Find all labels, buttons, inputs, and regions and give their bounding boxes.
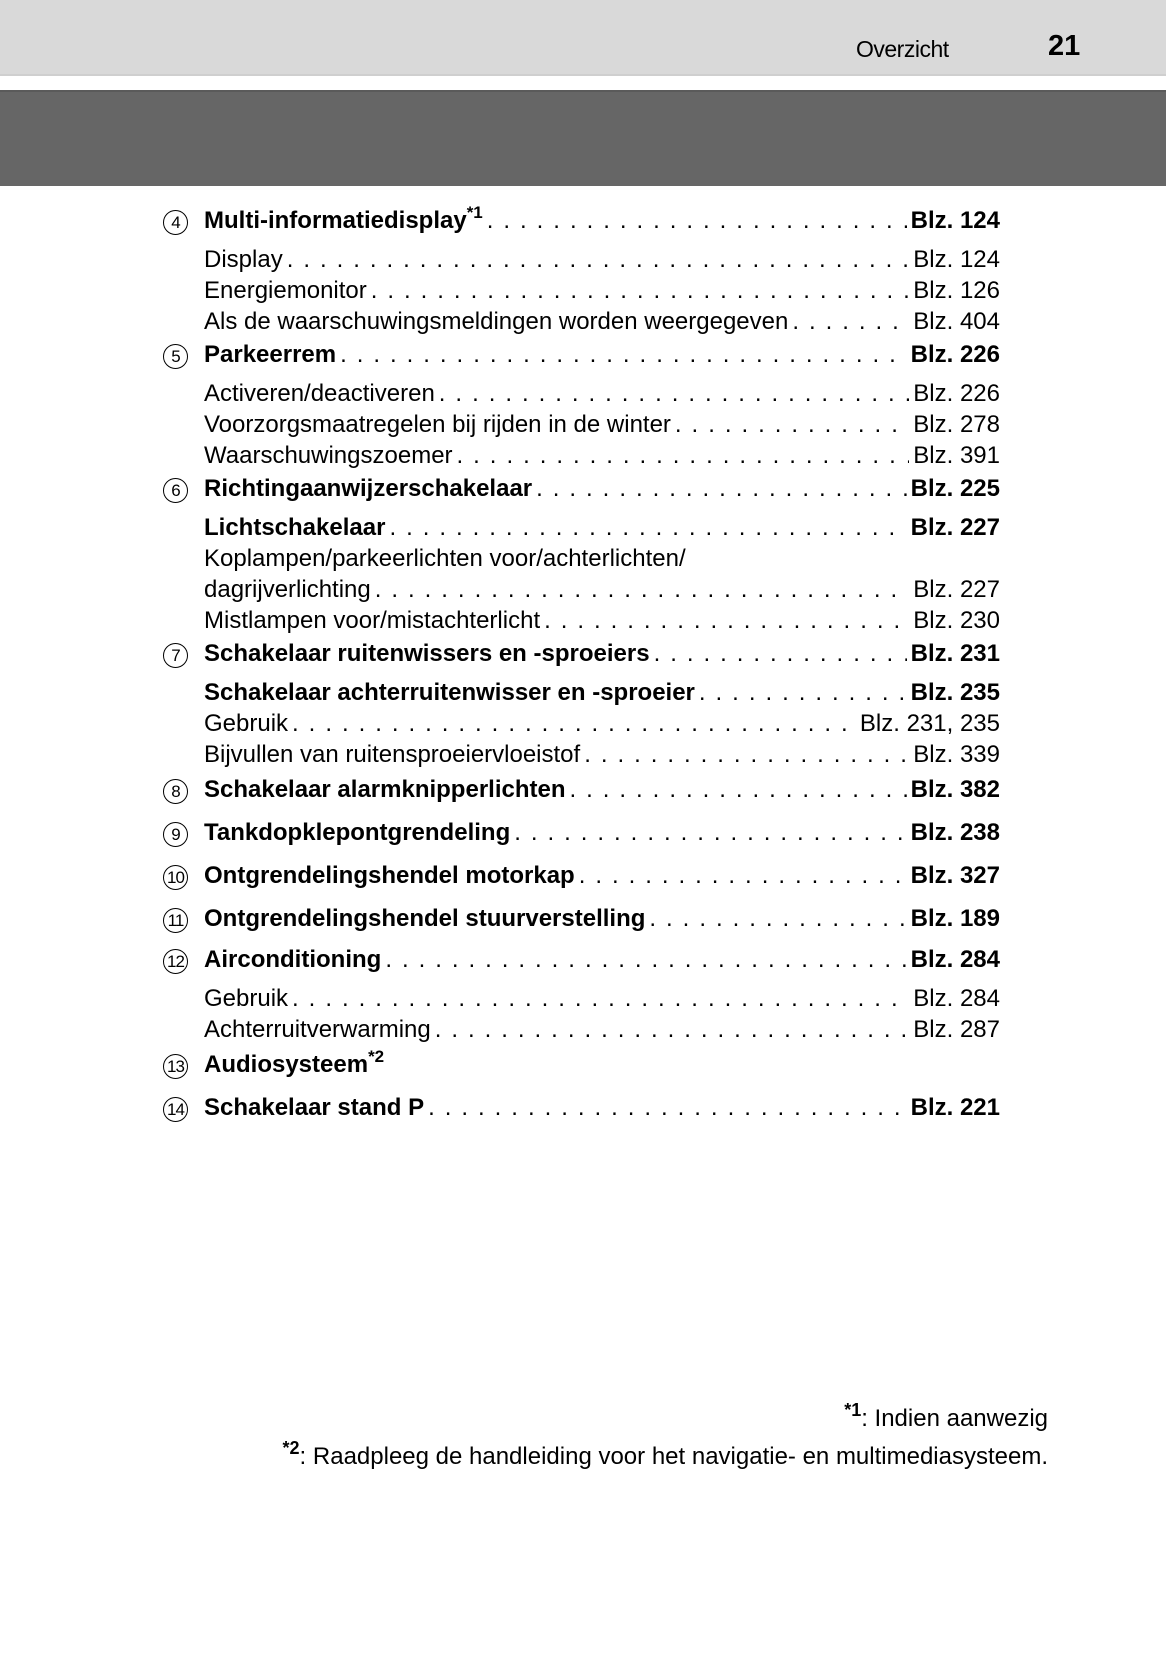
toc-title: [204, 1092, 424, 1123]
toc-entry-group: [160, 903, 1000, 934]
footnote-mark: *1: [844, 1400, 862, 1420]
toc-title-text: Display: [204, 246, 283, 273]
page-reference[interactable]: Blz. 227: [913, 576, 1000, 603]
page-reference[interactable]: Blz. 339: [913, 741, 1000, 768]
circled-number-icon: 9: [163, 822, 188, 847]
toc-title-text: Parkeerrem: [204, 341, 337, 368]
page-reference[interactable]: Blz. 227: [910, 514, 1000, 541]
toc-entry-group: [160, 473, 1000, 634]
toc-title-text: Airconditioning: [204, 946, 382, 973]
page-reference[interactable]: Blz. 124: [910, 207, 1000, 234]
dot-leader: [487, 205, 907, 236]
item-number: [160, 776, 204, 807]
dot-leader: [584, 739, 909, 770]
page-reference[interactable]: Blz. 221: [910, 1094, 1000, 1121]
toc-row[interactable]: [160, 504, 1000, 541]
toc-entry-group: [160, 203, 1000, 335]
page-reference[interactable]: Blz. 382: [910, 776, 1000, 803]
circled-number-icon: 4: [163, 210, 188, 235]
footnote-text: : Raadpleeg de handleiding voor het navigatie- en multimediasysteem.: [299, 1443, 1048, 1470]
item-number: [160, 432, 204, 463]
circled-number-icon: 5: [163, 344, 188, 369]
toc-title: [204, 903, 645, 934]
page-reference[interactable]: Blz. 230: [913, 607, 1000, 634]
toc-title-text: dagrijverlichting: [204, 576, 371, 603]
toc-row[interactable]: [160, 903, 1000, 934]
circled-number-icon: 13: [163, 1054, 188, 1079]
dot-leader: [389, 512, 906, 543]
item-number: [160, 236, 204, 267]
item-number: [160, 504, 204, 535]
toc-entry-group: [160, 1092, 1000, 1123]
dot-leader: [292, 708, 856, 739]
item-number: [160, 669, 204, 700]
toc-title-text: Activeren/deactiveren: [204, 380, 435, 407]
toc-title: [204, 605, 540, 636]
toc-title: [204, 860, 575, 891]
dot-leader: [457, 440, 910, 471]
toc-title-text: Koplampen/parkeerlichten voor/achterlichten/: [204, 545, 686, 572]
page-reference[interactable]: Blz. 235: [910, 679, 1000, 706]
item-number: [160, 401, 204, 432]
toc-row[interactable]: [160, 370, 1000, 407]
page-reference[interactable]: Blz. 189: [910, 905, 1000, 932]
item-number: [160, 905, 204, 936]
page-reference[interactable]: Blz. 284: [910, 946, 1000, 973]
item-number: [160, 975, 204, 1006]
item-number: [160, 535, 204, 566]
toc-entry-group: [160, 944, 1000, 1043]
dot-leader: [428, 1092, 906, 1123]
toc-title: [204, 944, 381, 975]
item-number: [160, 1006, 204, 1037]
toc-title: [204, 677, 695, 708]
toc-title: [204, 378, 435, 409]
toc-title-text: Waarschuwingszoemer: [204, 442, 453, 469]
item-number: [160, 946, 204, 977]
toc-entry-group: [160, 774, 1000, 805]
page-reference[interactable]: Blz. 226: [910, 341, 1000, 368]
dot-leader: [544, 605, 909, 636]
toc-entry-group: [160, 638, 1000, 768]
circled-number-icon: 7: [163, 643, 188, 668]
toc-title: [204, 983, 288, 1014]
toc-row[interactable]: [160, 817, 1000, 848]
item-number: [160, 475, 204, 506]
dot-leader: [654, 638, 907, 669]
toc-title-text: Ontgrendelingshendel stuurverstelling: [204, 905, 646, 932]
toc-title: [204, 306, 788, 337]
toc-row[interactable]: [160, 975, 1000, 1012]
circled-number-icon: 14: [163, 1097, 188, 1122]
page-reference[interactable]: Blz. 391: [913, 442, 1000, 469]
dot-leader: [649, 903, 906, 934]
toc-title-text: Ontgrendelingshendel motorkap: [204, 862, 575, 889]
toc-title: [204, 409, 671, 440]
toc-title-text: Richtingaanwijzerschakelaar: [204, 475, 533, 502]
toc-title: [204, 512, 385, 543]
dot-leader: [514, 817, 906, 848]
table-of-contents: [160, 205, 1000, 1123]
item-number: [160, 370, 204, 401]
toc-title-text: Multi-informatiedisplay: [204, 207, 467, 234]
dot-leader: [699, 677, 907, 708]
page-header: [0, 0, 1166, 76]
toc-entry-group: [160, 1049, 1000, 1080]
dot-leader: [435, 1014, 910, 1045]
toc-title-text: Tankdopklepontgrendeling: [204, 819, 511, 846]
toc-title: [204, 1049, 384, 1080]
toc-title-text: Bijvullen van ruitensproeiervloeistof: [204, 741, 581, 768]
item-number: [160, 640, 204, 671]
circled-number-icon: 12: [163, 949, 188, 974]
item-number: [160, 207, 204, 238]
toc-title-text: Mistlampen voor/mistachterlicht: [204, 607, 541, 634]
page-number: 21: [1048, 30, 1081, 62]
item-number: [160, 298, 204, 329]
footnote-ref: *1: [466, 203, 483, 222]
toc-title: [204, 708, 288, 739]
toc-row[interactable]: [160, 860, 1000, 891]
toc-title: [204, 574, 371, 605]
toc-row[interactable]: [160, 1049, 1000, 1080]
dot-leader: [570, 774, 907, 805]
footnote-mark: *2: [282, 1438, 300, 1458]
toc-title-text: Energiemonitor: [204, 277, 367, 304]
footnote-1: [844, 1400, 1048, 1433]
toc-title-text: Schakelaar stand P: [204, 1094, 425, 1121]
circled-number-icon: 8: [163, 779, 188, 804]
toc-title-text: Achterruitverwarming: [204, 1016, 431, 1043]
toc-title-text: Gebruik: [204, 710, 289, 737]
dot-leader: [287, 244, 910, 275]
dot-leader: [375, 574, 910, 605]
toc-row[interactable]: [160, 669, 1000, 706]
page-reference[interactable]: Blz. 404: [913, 308, 1000, 335]
section-title: Overzicht: [856, 36, 949, 62]
item-number: [160, 341, 204, 372]
dot-leader: [675, 409, 909, 440]
page-reference[interactable]: Blz. 124: [913, 246, 1000, 273]
toc-row[interactable]: [160, 473, 1000, 504]
toc-title-text: Schakelaar achterruitenwisser en -sproeier: [204, 679, 695, 706]
dot-leader: [536, 473, 906, 504]
footnote-ref: *2: [368, 1047, 385, 1066]
toc-title: [204, 205, 483, 236]
page-reference[interactable]: Blz. 231: [910, 640, 1000, 667]
page-reference[interactable]: Blz. 126: [913, 277, 1000, 304]
footnote-text: : Indien aanwezig: [861, 1405, 1048, 1432]
page-reference[interactable]: Blz. 278: [913, 411, 1000, 438]
toc-title-text: Voorzorgsmaatregelen bij rijden in de winter: [204, 411, 671, 438]
toc-title-text: Gebruik: [204, 985, 289, 1012]
page-reference[interactable]: Blz. 327: [910, 862, 1000, 889]
toc-title-text: Als de waarschuwingsmeldingen worden weergegeven: [204, 308, 789, 335]
toc-title-text: Schakelaar ruitenwissers en -sproeiers: [204, 640, 650, 667]
toc-row[interactable]: [160, 205, 1000, 236]
page-reference[interactable]: Blz. 231, 235: [859, 710, 1000, 737]
toc-row[interactable]: [160, 236, 1000, 273]
item-number: [160, 597, 204, 628]
circled-number-icon: 11: [163, 908, 188, 933]
toc-title: [204, 774, 566, 805]
circled-number-icon: 10: [163, 865, 188, 890]
item-number: [160, 267, 204, 298]
dot-leader: [371, 275, 910, 306]
page-reference[interactable]: Blz. 226: [913, 380, 1000, 407]
circled-number-icon: 6: [163, 478, 188, 503]
toc-title: [204, 244, 283, 275]
dot-leader: [385, 944, 906, 975]
toc-title-text: Schakelaar alarmknipperlichten: [204, 776, 566, 803]
page-reference[interactable]: Blz. 287: [913, 1016, 1000, 1043]
toc-row[interactable]: [160, 1092, 1000, 1123]
page-reference[interactable]: Blz. 238: [910, 819, 1000, 846]
item-number: [160, 862, 204, 893]
toc-entry-group: [160, 339, 1000, 469]
toc-title: [204, 440, 453, 471]
toc-title: [204, 275, 367, 306]
toc-row[interactable]: [160, 774, 1000, 805]
item-number: [160, 700, 204, 731]
dot-leader: [340, 339, 907, 370]
item-number: [160, 566, 204, 597]
dot-leader: [439, 378, 909, 409]
footnote-2: [282, 1438, 1048, 1471]
item-number: [160, 819, 204, 850]
toc-row[interactable]: [160, 638, 1000, 669]
toc-title-text: Audiosysteem: [204, 1051, 369, 1078]
toc-entry-group: [160, 860, 1000, 891]
toc-title: [204, 473, 532, 504]
item-number: [160, 1094, 204, 1125]
toc-title-text: Lichtschakelaar: [204, 514, 386, 541]
toc-title: [204, 638, 650, 669]
dot-leader: [579, 860, 907, 891]
toc-title: [204, 739, 580, 770]
item-number: [160, 731, 204, 762]
dot-leader: [292, 983, 909, 1014]
toc-title: [204, 543, 686, 574]
toc-title: [204, 817, 510, 848]
section-band: [0, 90, 1166, 186]
toc-title: [204, 339, 336, 370]
toc-title: [204, 1014, 431, 1045]
page-reference[interactable]: Blz. 225: [910, 475, 1000, 502]
item-number: [160, 1051, 204, 1082]
page-reference[interactable]: Blz. 284: [913, 985, 1000, 1012]
toc-row[interactable]: [160, 339, 1000, 370]
toc-row[interactable]: [160, 944, 1000, 975]
dot-leader: [792, 306, 909, 337]
toc-entry-group: [160, 817, 1000, 848]
